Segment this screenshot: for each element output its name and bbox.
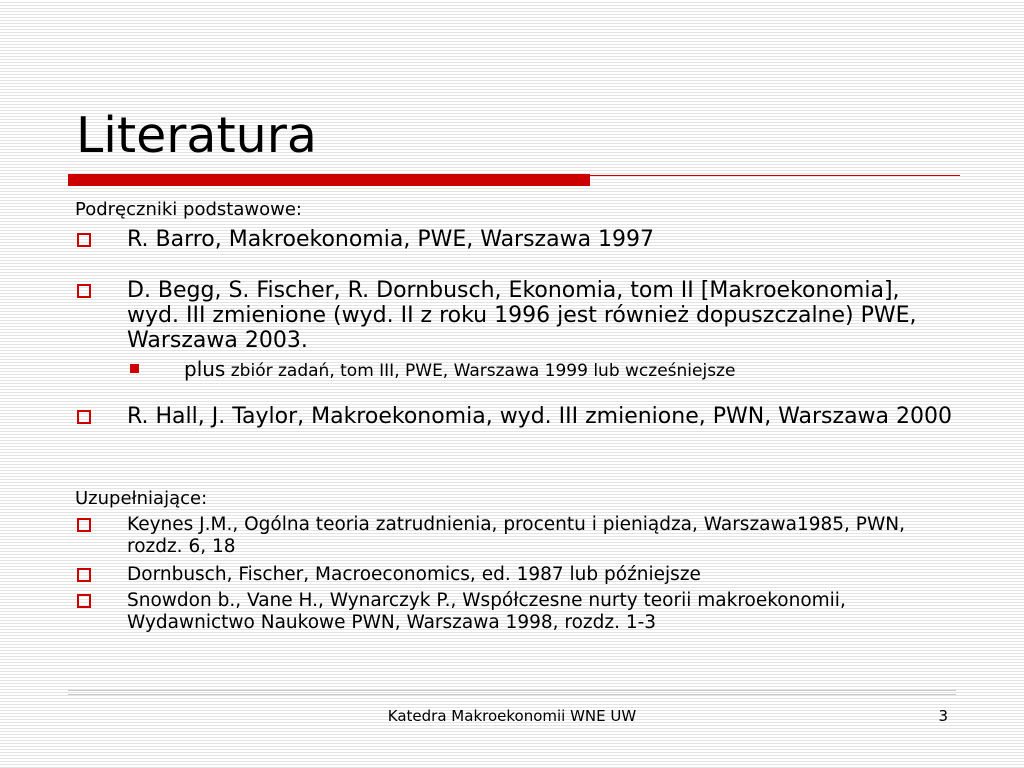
- list-item: Snowdon b., Vane H., Wynarczyk P., Współczesne nurty teorii makroekonomii, Wydawnictwo Naukowe PWN, Warszawa 1998, rozdz. 1-3: [127, 590, 846, 633]
- sub-item-rest: zbiór zadań, tom III, PWE, Warszawa 1999 lub wcześniejsze: [225, 361, 736, 381]
- hollow-square-bullet-icon: [77, 284, 91, 298]
- slide-title: Literatura: [76, 107, 317, 164]
- footer-divider-bottom: [68, 694, 956, 695]
- list-item: Dornbusch, Fischer, Macroeconomics, ed. 1987 lub późniejsze: [127, 564, 701, 585]
- hollow-square-bullet-icon: [77, 233, 91, 247]
- hollow-square-bullet-icon: [77, 518, 91, 532]
- hollow-square-bullet-icon: [77, 568, 91, 582]
- primary-heading: Podręczniki podstawowe:: [75, 199, 302, 220]
- list-item: Keynes J.M., Ogólna teoria zatrudnienia, procentu i pieniądza, Warszawa1985, PWN, rozdz. 6, 18: [127, 514, 905, 557]
- footer-text: Katedra Makroekonomii WNE UW: [387, 707, 637, 725]
- supplementary-heading: Uzupełniające:: [75, 488, 208, 509]
- hollow-square-bullet-icon: [77, 410, 91, 424]
- list-item: D. Begg, S. Fischer, R. Dornbusch, Ekonomia, tom II [Makroekonomia], wyd. III zmienione (wyd. II z roku 1996 jest również dopuszczalne) PWE, Warszawa 2003.: [127, 278, 917, 353]
- page-number: 3: [938, 707, 948, 725]
- hollow-square-bullet-icon: [77, 594, 91, 608]
- list-item: R. Hall, J. Taylor, Makroekonomia, wyd. III zmienione, PWN, Warszawa 2000: [127, 404, 952, 429]
- footer-divider-top: [68, 690, 956, 691]
- sub-list-item: [184, 358, 735, 382]
- list-item: R. Barro, Makroekonomia, PWE, Warszawa 1997: [127, 227, 655, 252]
- title-underline-thick: [68, 174, 590, 186]
- sub-item-lead: plus: [184, 357, 226, 381]
- filled-square-bullet-icon: [130, 364, 139, 373]
- title-underline-thin: [590, 175, 960, 176]
